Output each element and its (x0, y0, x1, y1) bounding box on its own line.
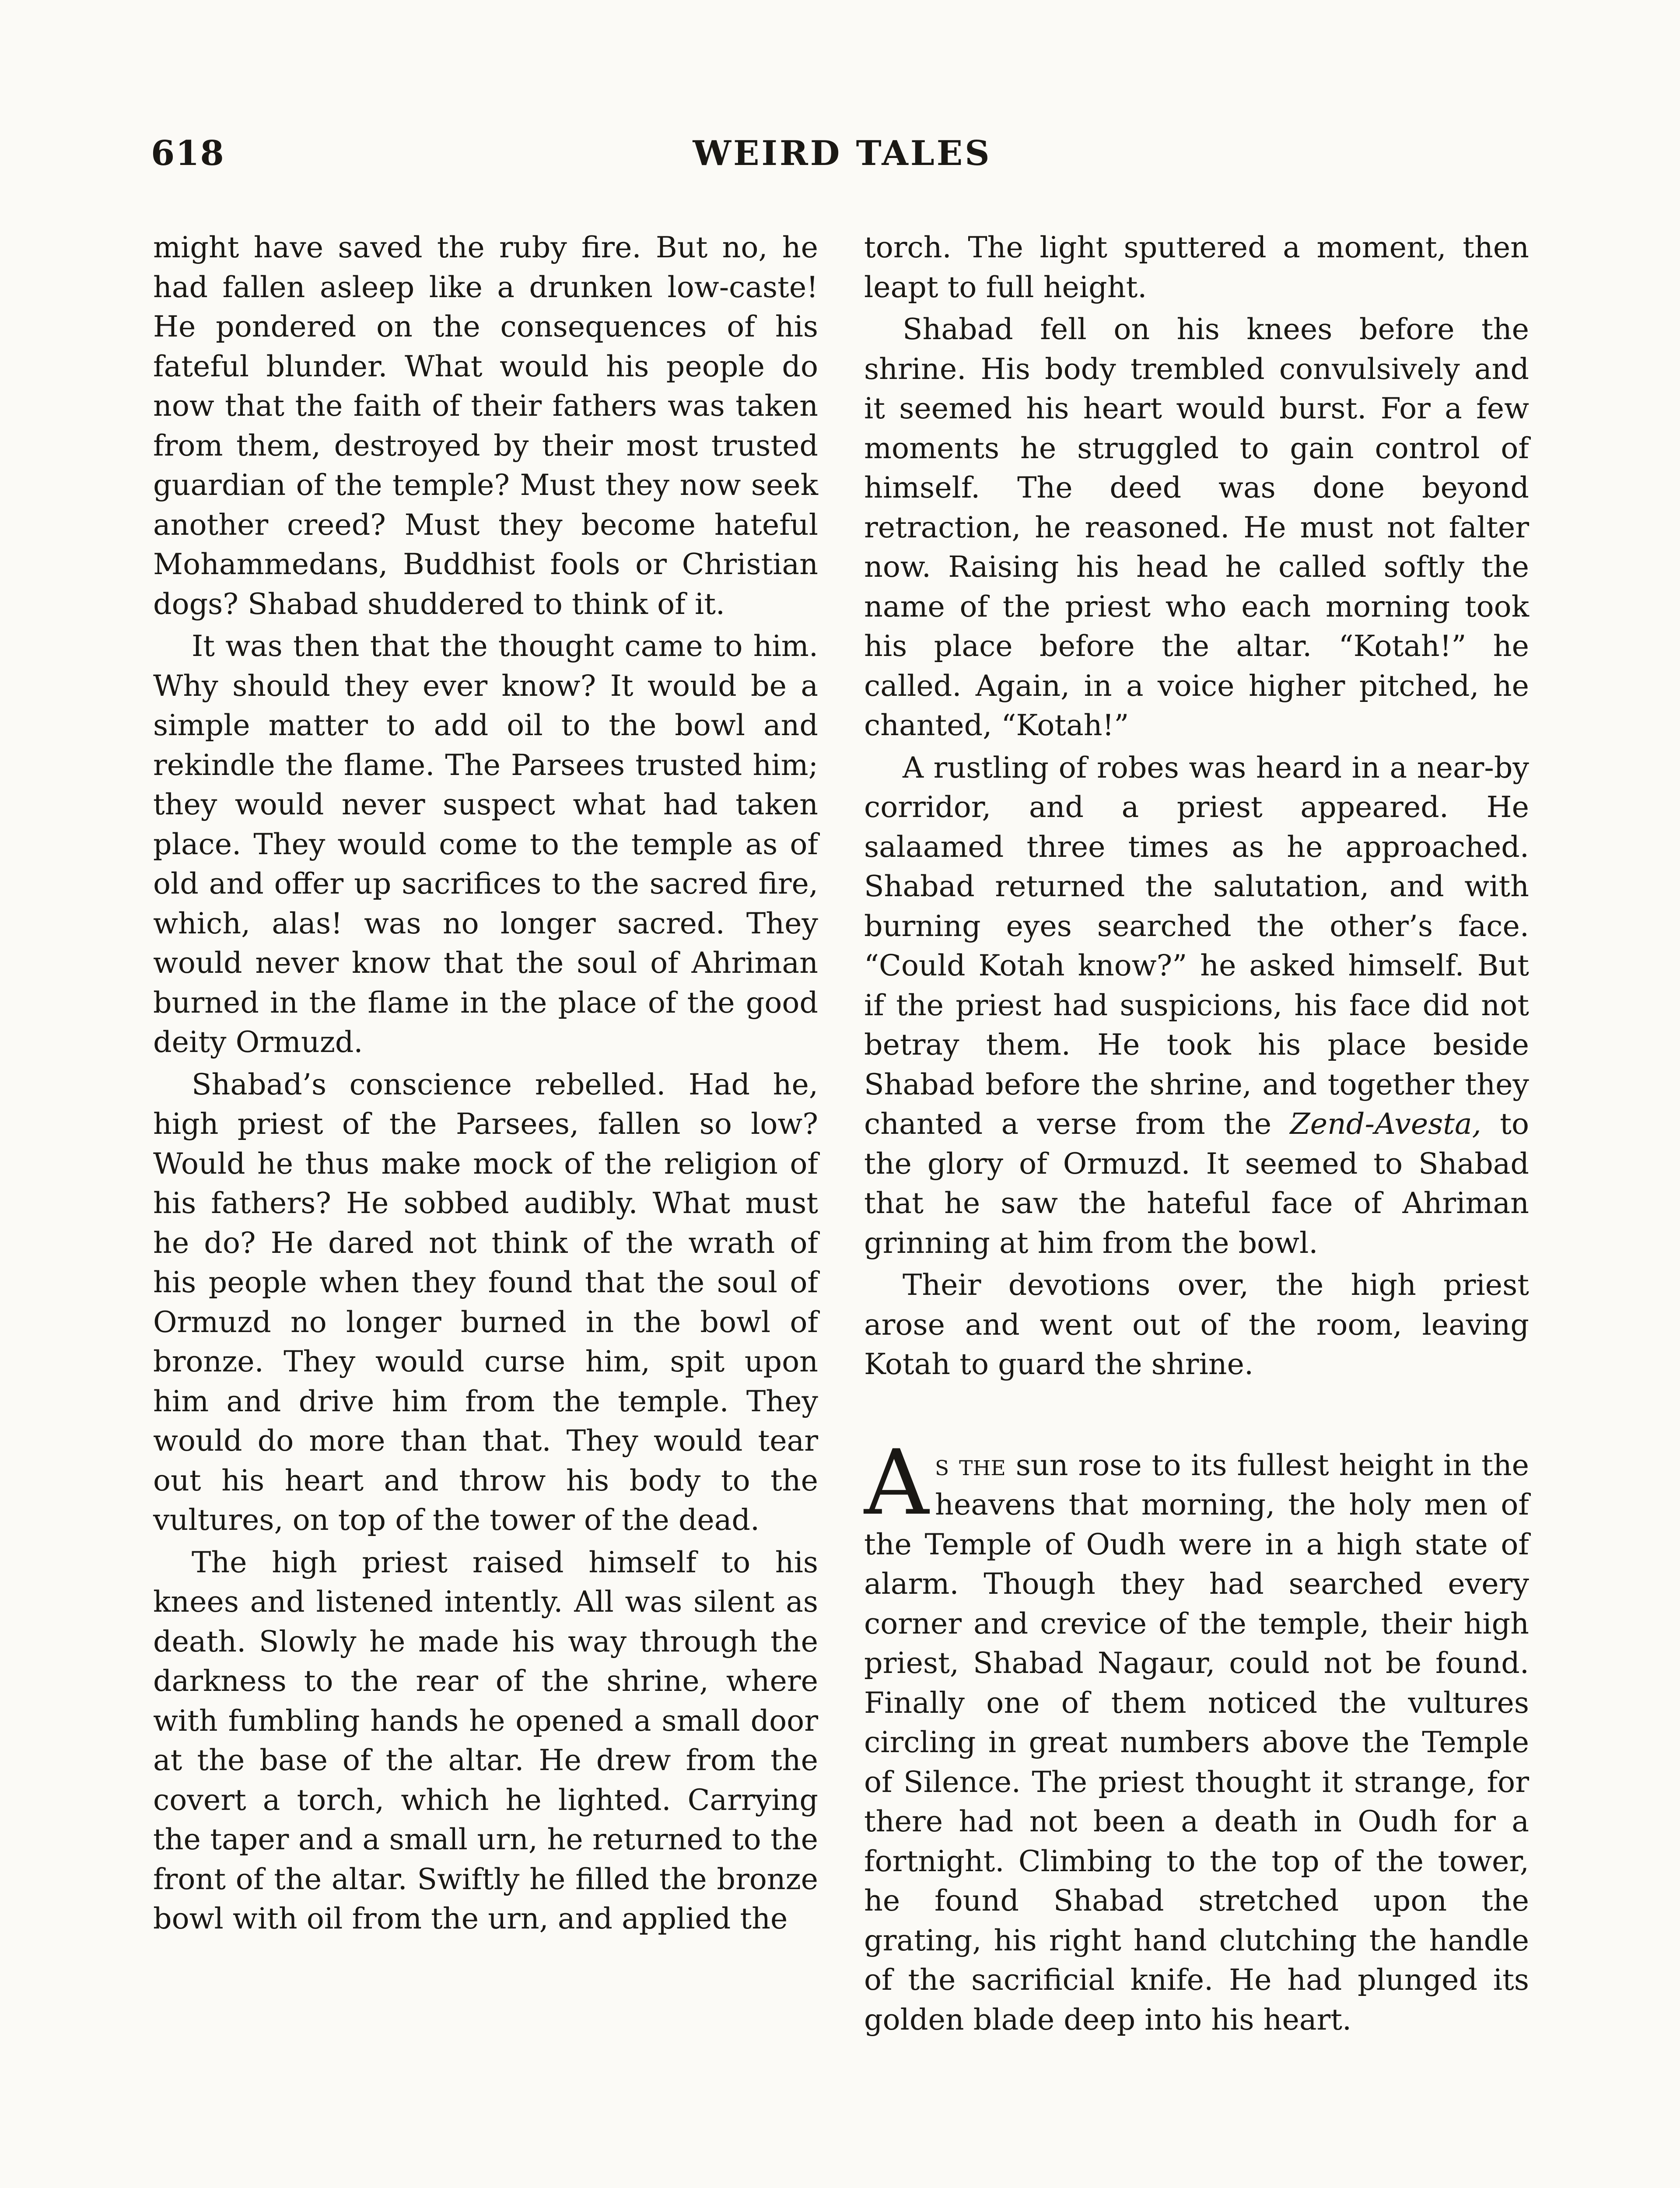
paragraph: The high priest raised himself to his knees and listened intently. All was silent as death. Slowly he made his way through the darkness to the rear of the shrine, where with fumbling hands he opened a small door at the base of the altar. He drew from the covert a torch, which he lighted. Carrying the taper and a small urn, he returned to the front of the altar. Swiftly he filled the bronze bowl with oil from the urn, and applied the (153, 1545, 818, 1936)
paragraph-text: to the glory of Ormuzd. It seemed to Shabad that he saw the hateful face of Ahriman grinning at him from the bowl. (864, 1107, 1530, 1260)
paragraph: It was then that the thought came to him. Why should they ever know? It would be a simple matter to add oil to the bowl and rekindle the flame. The Parsees trusted him; they would never suspect what had taken place. They would come to the temple as of old and offer up sacrifices to the sacred fire, which, alas! was no longer sacred. They would never know that the soul of Ahriman burned in the flame in the place of the good deity Ormuzd. (153, 629, 818, 1059)
paragraph: Their devotions over, the high priest arose and went out of the room, leaving Kotah to guard the shrine. (864, 1268, 1529, 1381)
paragraph (864, 748, 1529, 1263)
paragraph: might have saved the ruby fire. But no, he had fallen asleep like a drunken low-caste! He pondered on the consequences of his fateful blunder. What would his people do now that the faith of their fathers was taken from them, destroyed by their most trusted guardian of the temple? Must they now seek another creed? Must they become hateful Mohammedans, Buddhist fools or Christian dogs? Shabad shuddered to think of it. (153, 230, 818, 621)
section-opening-paragraph (864, 1431, 1530, 2040)
right-column (864, 228, 1529, 2039)
paragraph-text: sun rose to its fullest height in the heavens that morning, the holy men of the Temple of Oudh were in a high state of alarm. Though they had searched every corner and crevice of the temple, their high priest, Shabad Nagaur, could not be found. Finally one of them noticed the vultures circling in great numbers above the Temple of Silence. The priest thought it strange, for there had not been a death in Oudh for a fortnight. Climbing to the top of the tower, he found Shabad stretched upon the grating, his right hand clutching the handle of the sacrificial knife. He had plunged its golden blade deep into his heart. (864, 1448, 1530, 2037)
small-caps-lead: s the (935, 1448, 1006, 1482)
running-head: WEIRD TALES (693, 133, 992, 173)
paragraph: Shabad’s conscience rebelled. Had he, high priest of the Parsees, fallen so low? Would he thus make mock of the religion of his fathers? He sobbed audibly. What must he do? He dared not think of the wrath of his people when they found that the soul of Ormuzd no longer burned in the bowl of bronze. They would curse him, spit upon him and drive him from the temple. They would do more than that. They would tear out his heart and throw his body to the vultures, on top of the tower of the dead. (153, 1067, 818, 1537)
page-number: 618 (151, 133, 225, 173)
paragraph: Shabad fell on his knees before the shrine. His body trembled convulsively and it seemed his heart would burst. For a few moments he struggled to gain control of himself. The deed was done beyond retraction, he reasoned. He must not falter now. Raising his head he called softly the name of the priest who each morning took his place before the altar. “Kotah!” he called. Again, in a voice higher pitched, he chanted, “Kotah!” (864, 312, 1529, 742)
paragraph: torch. The light sputtered a moment, then leapt to full height. (864, 230, 1529, 304)
drop-cap: A (864, 1431, 929, 1535)
left-column (153, 228, 818, 1939)
page-header (151, 133, 1533, 190)
paragraph-text: A rustling of robes was heard in a near-by corridor, and a priest appeared. He salaamed three times as he approached. Shabad returned the salutation, and with burning eyes searched the other’s face. “Could Kotah know?” he asked himself. But if the priest had suspicions, his face did not betray them. He took his place beside Shabad before the shrine, and together they chanted a verse from the (864, 750, 1529, 1141)
book-title: Zend-Avesta, (1290, 1107, 1481, 1141)
